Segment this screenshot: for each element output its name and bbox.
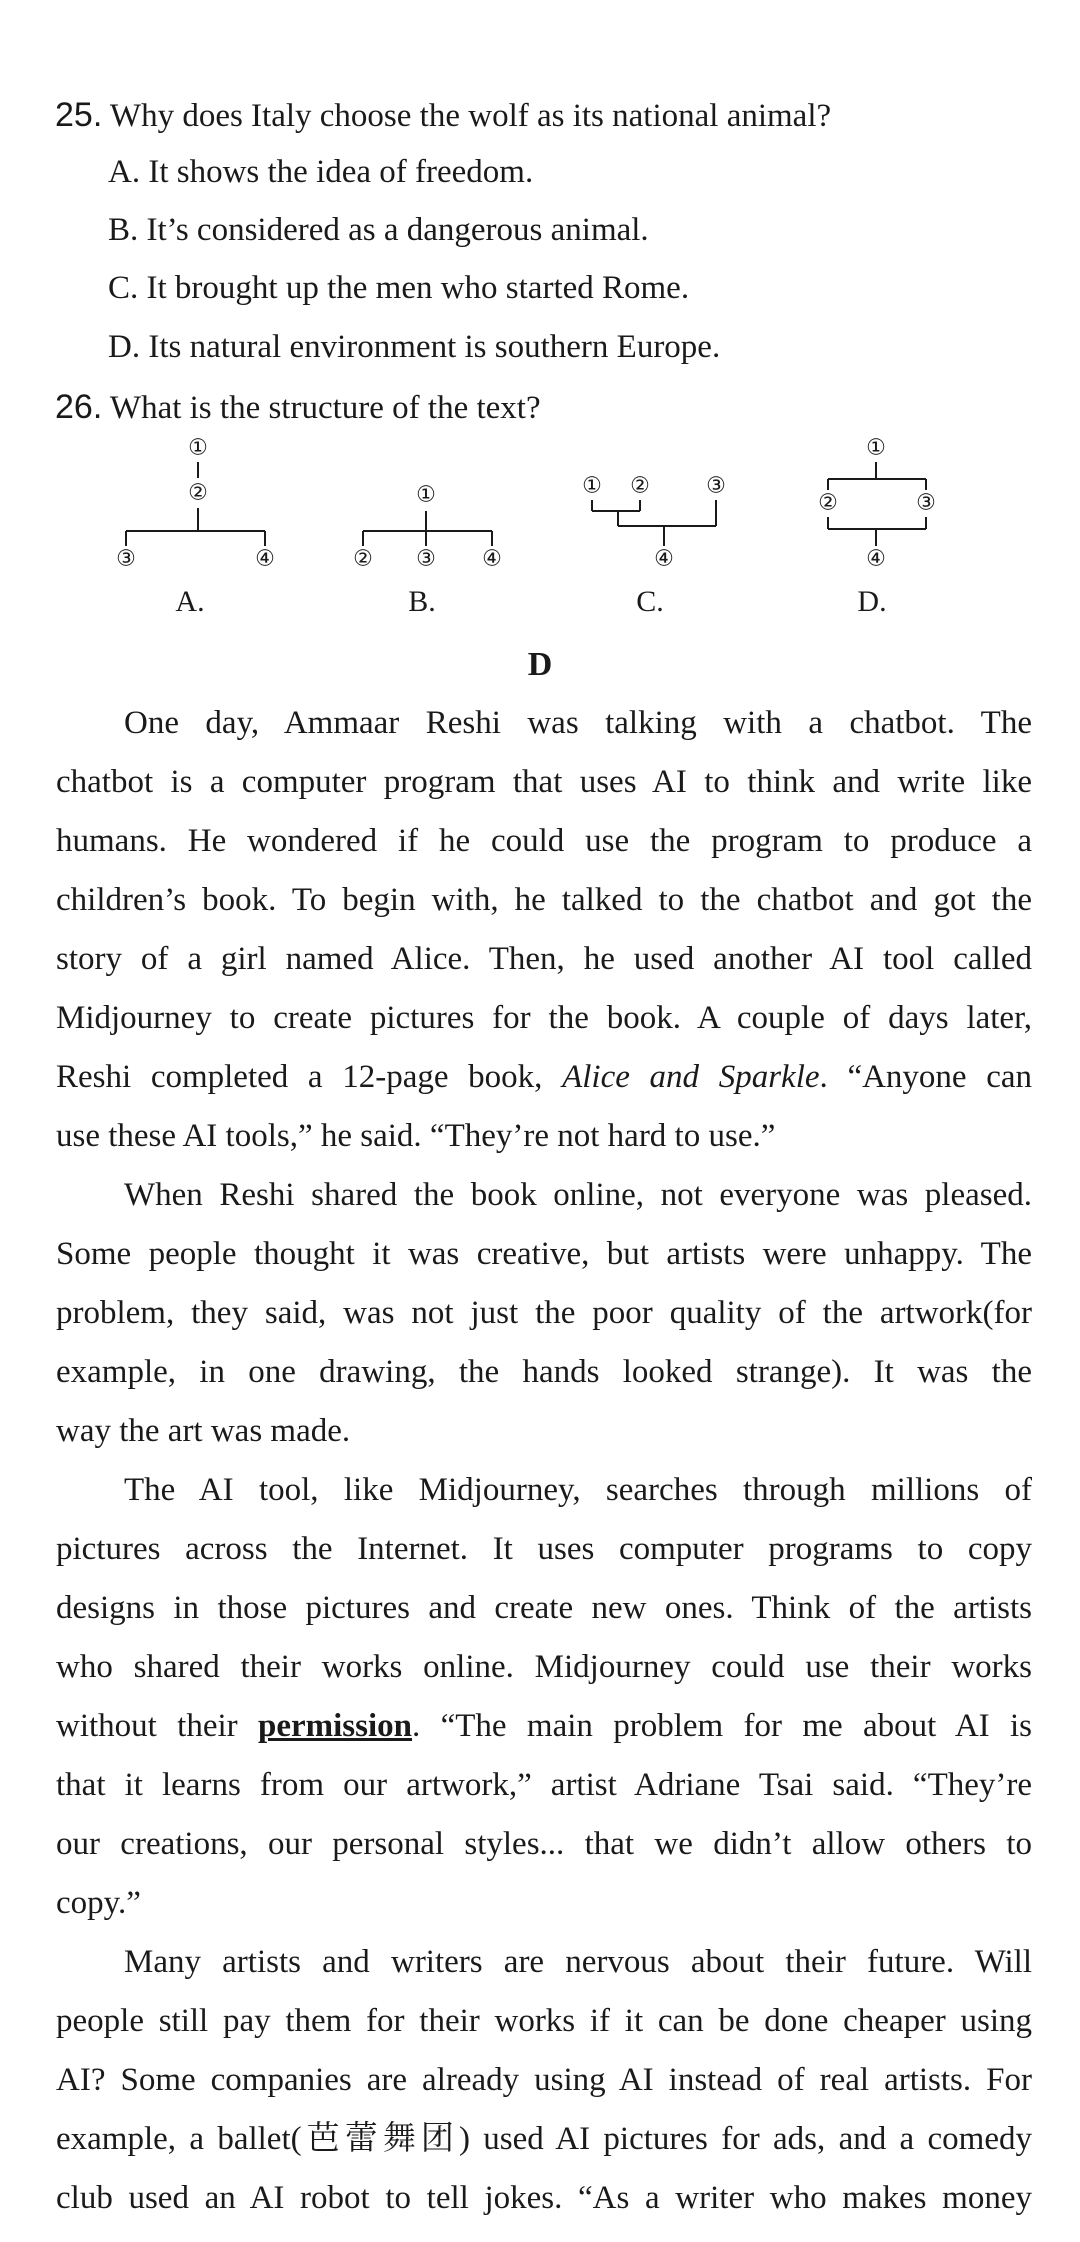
text-line: The AI tool, like Midjourney, searches through millions of bbox=[124, 1472, 1032, 1508]
text-line: designs in those pictures and create new ones. Think of the artists bbox=[56, 1590, 1032, 1626]
text-line: way the art was made. bbox=[56, 1413, 351, 1449]
text-line: people still pay them for their works if it can be done cheaper using bbox=[56, 2003, 1032, 2039]
diagram-d-node-1: ① bbox=[866, 435, 886, 461]
text-line: story of a girl named Alice. Then, he used another AI tool called bbox=[56, 941, 1032, 977]
diagram-d-node-4: ④ bbox=[866, 546, 886, 572]
option-a[interactable] bbox=[108, 152, 533, 192]
section-heading: D bbox=[527, 646, 553, 683]
text-line: AI? Some companies are already using AI instead of real artists. For bbox=[56, 2062, 1032, 2098]
text-line: pictures across the Internet. It uses computer programs to copy bbox=[56, 1531, 1032, 1567]
text-line: use these AI tools,” he said. “They’re not hard to use.” bbox=[56, 1118, 776, 1154]
diagram-c-node-2: ② bbox=[630, 473, 650, 499]
text-segment: without their bbox=[56, 1708, 238, 1744]
question-stem: Why does Italy choose the wolf as its national animal? bbox=[109, 98, 832, 134]
option-b[interactable] bbox=[108, 210, 649, 250]
text-line: When Reshi shared the book online, not everyone was pleased. bbox=[124, 1177, 1032, 1213]
diagram-a-node-1: ① bbox=[188, 435, 208, 461]
diagram-d-node-2: ② bbox=[818, 490, 838, 516]
text-line: chatbot is a computer program that uses AI to think and write like bbox=[56, 764, 1032, 800]
diagram-b-node-2: ② bbox=[353, 546, 373, 572]
text-line: who shared their works online. Midjourney could use their works bbox=[56, 1649, 1032, 1685]
option-letter: D. bbox=[108, 329, 141, 365]
diagram-c-node-4: ④ bbox=[654, 546, 674, 572]
diagram-b-node-3: ③ bbox=[416, 546, 436, 572]
diagram-a-node-3: ③ bbox=[116, 546, 136, 572]
question-number: 25. bbox=[55, 96, 103, 134]
text-segment: Reshi completed a 12-page book, bbox=[56, 1059, 543, 1095]
option-text: It brought up the men who started Rome. bbox=[146, 270, 690, 306]
text-line: humans. He wondered if he could use the program to produce a bbox=[56, 823, 1032, 859]
diagram-label-c[interactable]: C. bbox=[636, 585, 664, 618]
option-letter: C. bbox=[108, 270, 139, 306]
text-line: our creations, our personal styles... that we didn’t allow others to bbox=[56, 1826, 1032, 1862]
option-c[interactable] bbox=[108, 268, 689, 308]
question-26 bbox=[55, 387, 541, 428]
book-title: Alice and Sparkle bbox=[562, 1059, 820, 1095]
text-line: Some people thought it was creative, but artists were unhappy. The bbox=[56, 1236, 1032, 1272]
vocab-word-permission: permission bbox=[258, 1708, 413, 1744]
diagram-b-node-4: ④ bbox=[482, 546, 502, 572]
diagram-a-node-4: ④ bbox=[255, 546, 275, 572]
diagram-b-node-1: ① bbox=[416, 482, 436, 508]
option-d[interactable] bbox=[108, 327, 720, 367]
question-stem: What is the structure of the text? bbox=[109, 390, 541, 426]
diagram-c-node-1: ① bbox=[582, 473, 602, 499]
text-line: example, in one drawing, the hands looked strange). It was the bbox=[56, 1354, 1032, 1390]
text-line: club used an AI robot to tell jokes. “As a writer who makes money bbox=[56, 2180, 1032, 2216]
diagram-label-d[interactable]: D. bbox=[857, 585, 887, 618]
diagram-svg bbox=[0, 435, 1080, 635]
paragraph-3 bbox=[56, 1461, 1032, 1933]
text-line: copy.” bbox=[56, 1885, 141, 1921]
option-letter: A. bbox=[108, 154, 141, 190]
diagram-label-b[interactable]: B. bbox=[408, 585, 436, 618]
text-line: children’s book. To begin with, he talked to the chatbot and got the bbox=[56, 882, 1032, 918]
diagram-d-node-3: ③ bbox=[916, 490, 936, 516]
question-number: 26. bbox=[55, 388, 103, 426]
paragraph-4 bbox=[56, 1933, 1032, 2228]
text-line: Many artists and writers are nervous about their future. Will bbox=[124, 1944, 1032, 1980]
diagram-a-node-2: ② bbox=[188, 480, 208, 506]
text-line: problem, they said, was not just the poor quality of the artwork(for bbox=[56, 1295, 1032, 1331]
paragraph-2 bbox=[56, 1166, 1032, 1461]
text-line: One day, Ammaar Reshi was talking with a chatbot. The bbox=[124, 705, 1032, 741]
text-line bbox=[56, 1697, 1032, 1756]
option-letter: B. bbox=[108, 212, 139, 248]
text-segment: . “The main problem for me about AI is bbox=[412, 1708, 1033, 1744]
text-line bbox=[56, 1048, 1032, 1107]
text-line: Midjourney to create pictures for the book. A couple of days later, bbox=[56, 1000, 1032, 1036]
text-segment: . “Anyone can bbox=[819, 1059, 1033, 1095]
diagram-label-a[interactable]: A. bbox=[175, 585, 205, 618]
question-25 bbox=[55, 95, 831, 136]
option-text: It’s considered as a dangerous animal. bbox=[146, 212, 649, 248]
text-line: that it learns from our artwork,” artist Adriane Tsai said. “They’re bbox=[56, 1767, 1032, 1803]
structure-diagrams bbox=[0, 435, 1080, 635]
text-line: example, a ballet(芭蕾舞团) used AI pictures for ads, and a comedy bbox=[56, 2121, 1032, 2157]
option-text: Its natural environment is southern Europe. bbox=[148, 329, 721, 365]
option-text: It shows the idea of freedom. bbox=[148, 154, 534, 190]
paragraph-1 bbox=[56, 694, 1032, 1166]
diagram-c-node-3: ③ bbox=[706, 473, 726, 499]
